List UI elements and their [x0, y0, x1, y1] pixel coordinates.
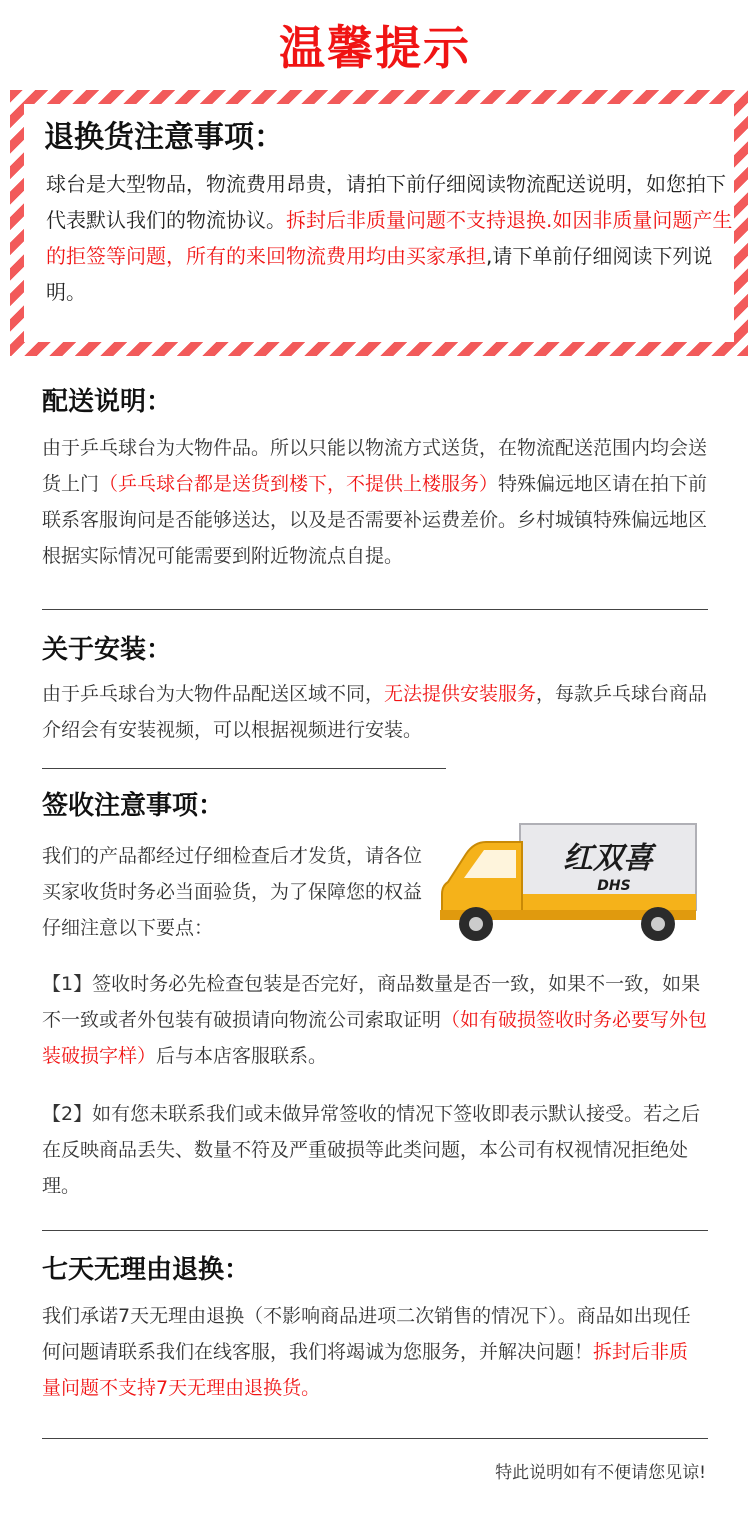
divider: [42, 1438, 708, 1439]
receipt-intro: 我们的产品都经过仔细检查后才发货，请各位买家收货时务必当面验货，为了保障您的权益仔细注意以下要点：: [42, 845, 423, 939]
returns-text-warning: 拆封后非质量问题不支持7天无理由退换货。: [42, 1341, 689, 1399]
receipt-heading: 签收注意事项：: [42, 791, 225, 821]
install-text-b: ，每款乒乓球台商品介绍会有安装视频，可以根据视频进行安装。: [42, 683, 708, 741]
receipt-item-1: [42, 966, 712, 1074]
returns-heading: 七天无理由退换：: [42, 1255, 251, 1285]
divider: [42, 1230, 708, 1231]
delivery-text-warning: （乒乓球台都是送货到楼下，不提供上楼服务）: [99, 473, 499, 495]
truck-logo-text: 红双喜: [563, 841, 653, 876]
notice-text: [46, 166, 736, 310]
notice-text-warning: 拆封后非质量问题不支持退换.如因非质量问题产生的拒签等问题，所有的来回物流费用均由买家承担: [46, 208, 733, 268]
returns-text-a: 我们承诺7天无理由退换（不影响商品进项二次销售的情况下）。商品如出现任何问题请联系我们在线客服，我们将竭诚为您服务，并解决问题！: [42, 1305, 691, 1363]
truck-icon: [436, 820, 706, 950]
delivery-text-b: 特殊偏远地区请在拍下前联系客服询问是否能够送达，以及是否需要补运费差价。乡村城镇特殊偏远地区根据实际情况可能需要到附近物流点自提。: [42, 473, 708, 567]
install-text-warning: 无法提供安装服务: [384, 683, 537, 705]
receipt-item-1-warning: （如有破损签收时务必要写外包装破损字样）: [42, 1009, 708, 1067]
divider: [42, 609, 708, 610]
receipt-item-1-a: 【1】签收时务必先检查包装是否完好，商品数量是否一致，如果不一致，如果不一致或者外包装有破损请向物流公司索取证明: [42, 973, 701, 1031]
returns-text: [42, 1298, 702, 1406]
page-title: 温馨提示: [279, 21, 471, 75]
notice-text-tail: ,请下单前仔细阅读下列说明。: [46, 244, 713, 304]
truck-logo-sub: DHS: [597, 878, 631, 894]
notice-heading: 退换货注意事项：: [44, 120, 284, 155]
footer-note: 特此说明如有不便请您见谅!: [495, 1463, 706, 1483]
install-heading: 关于安装：: [42, 635, 173, 665]
divider: [42, 768, 446, 769]
receipt-item-1-b: 后与本店客服联系。: [156, 1045, 328, 1067]
install-text: [42, 676, 722, 748]
delivery-heading: 配送说明：: [42, 387, 173, 417]
receipt-item-2: 【2】如有您未联系我们或未做异常签收的情况下签收即表示默认接受。若之后在反映商品丢失、数量不符及严重破损等此类问题，本公司有权视情况拒绝处理。: [42, 1103, 701, 1197]
delivery-text: [42, 430, 722, 574]
delivery-text-a: 由于乒乓球台为大物件品。所以只能以物流方式送货，在物流配送范围内均会送货上门: [42, 437, 708, 495]
install-text-a: 由于乒乓球台为大物件品配送区域不同，: [42, 683, 385, 705]
notice-text-plain: 球台是大型物品，物流费用昂贵，请拍下前仔细阅读物流配送说明，如您拍下代表默认我们的物流协议。: [46, 172, 726, 232]
